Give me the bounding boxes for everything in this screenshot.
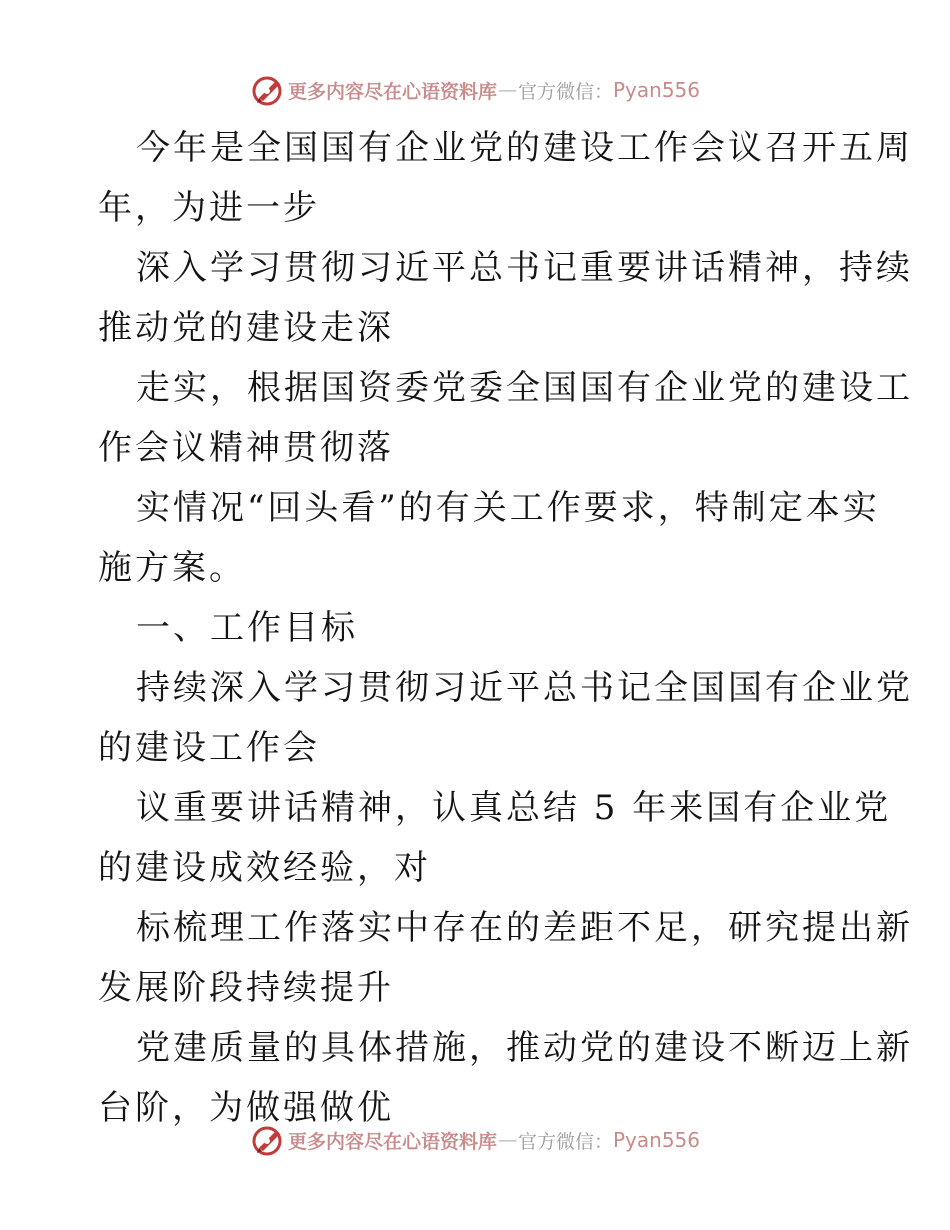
footer-brand-text: 更多内容尽在心语资料库	[287, 1130, 497, 1153]
document-body	[98, 118, 913, 1138]
footer-banner	[0, 1120, 950, 1160]
footer-wechat-id: Pyan556	[613, 1128, 701, 1152]
text-line: 一、工作目标	[136, 608, 358, 648]
text-line: 深入学习贯彻习近平总书记重要讲话精神，持续	[136, 248, 913, 288]
text-line: 年，为进一步	[98, 188, 320, 228]
text-line: 的建设成效经验，对	[98, 848, 431, 888]
text-line: 标梳理工作落实中存在的差距不足，研究提出新	[136, 908, 913, 948]
text-line: 的建设工作会	[98, 728, 320, 768]
text-line: 今年是全国国有企业党的建设工作会议召开五周	[136, 128, 913, 168]
text-line: 走实，根据国资委党委全国国有企业党的建设工	[136, 368, 913, 408]
text-line: 党建质量的具体措施，推动党的建设不断迈上新	[136, 1028, 913, 1068]
text-line: 施方案。	[98, 548, 246, 588]
footer-dash: —	[497, 1129, 517, 1151]
text-line: 推动党的建设走深	[98, 308, 394, 348]
text-line: 持续深入学习贯彻习近平总书记全国国有企业党	[136, 668, 913, 708]
header-wechat-label: 官方微信：	[517, 80, 613, 103]
text-line: 作会议精神贯彻落	[98, 428, 394, 468]
header-wechat-id: Pyan556	[613, 78, 701, 102]
header-dash: —	[497, 79, 517, 101]
text-line: 议重要讲话精神，认真总结 5 年来国有企业党	[136, 788, 892, 828]
text-line: 台阶，为做强做优	[98, 1088, 394, 1128]
header-brand-text: 更多内容尽在心语资料库	[287, 80, 497, 103]
text-line: 实情况“回头看”的有关工作要求，特制定本实	[136, 488, 880, 528]
pen-logo-icon	[250, 72, 286, 108]
pen-logo-icon	[250, 1122, 286, 1158]
header-banner	[0, 70, 950, 110]
text-line: 发展阶段持续提升	[98, 968, 394, 1008]
footer-wechat-label: 官方微信：	[517, 1130, 613, 1153]
